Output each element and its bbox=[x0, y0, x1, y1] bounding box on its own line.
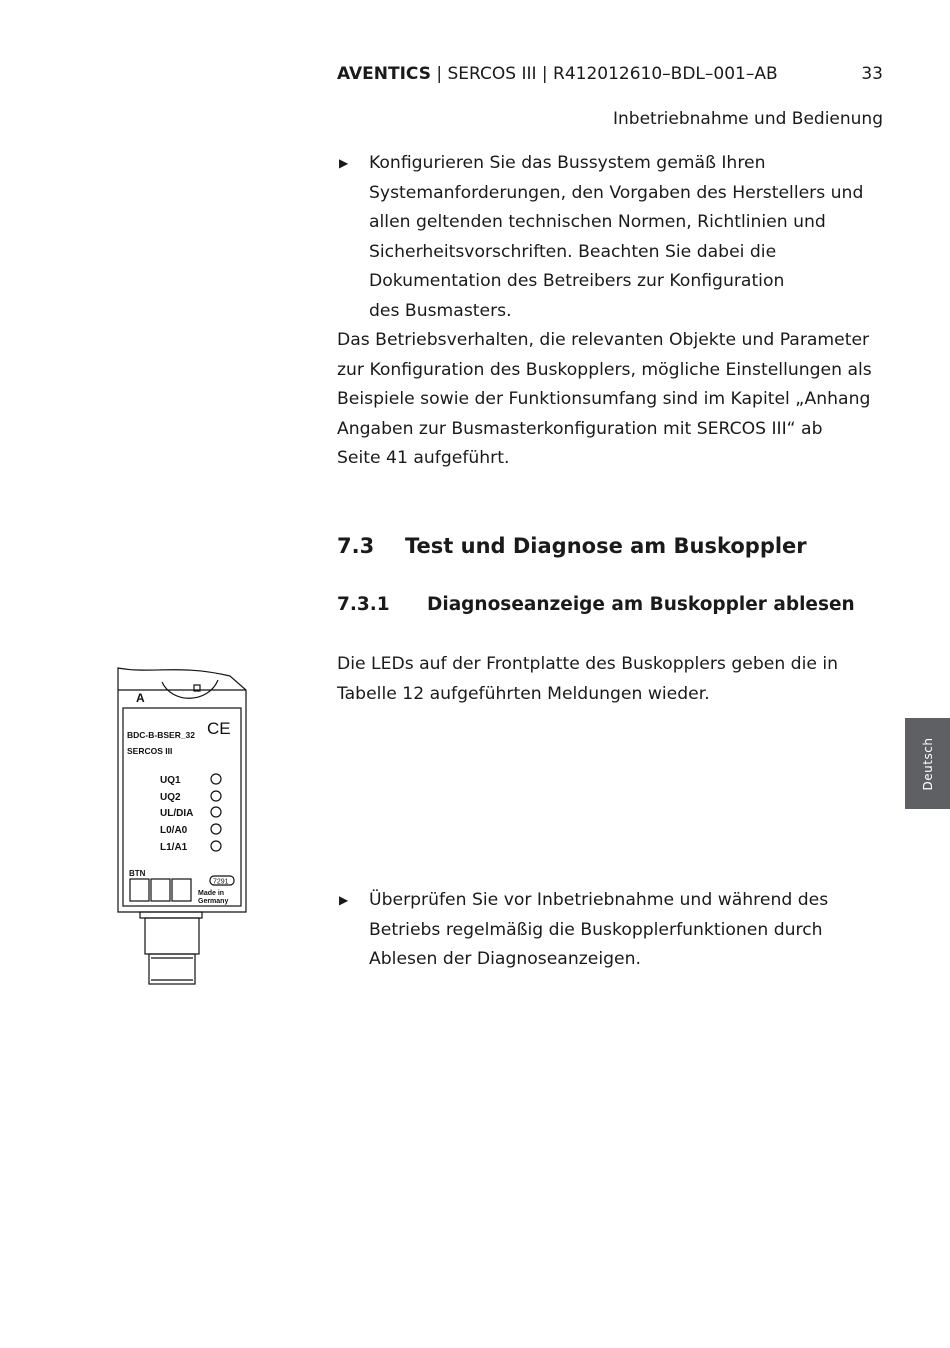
text-line: zur Konfiguration des Buskopplers, mögliche Einstellungen als bbox=[337, 359, 872, 380]
text-line: Ablesen der Diagnoseanzeigen. bbox=[369, 949, 641, 969]
subsection-heading-7-3-1 bbox=[337, 594, 855, 615]
led-label: L0/A0 bbox=[160, 825, 188, 836]
connector-collar bbox=[140, 912, 202, 918]
text-line: Betriebs regelmäßig die Buskopplerfunktionen durch bbox=[369, 919, 823, 940]
text-line: Beispiele sowie der Funktionsumfang sind im Kapitel „Anhang bbox=[337, 389, 871, 409]
led-indicator bbox=[211, 791, 221, 801]
document-info: | SERCOS III | R412012610–BDL–001–AB bbox=[430, 64, 778, 84]
intro-bullet bbox=[337, 149, 929, 326]
running-header bbox=[337, 62, 883, 86]
led-indicator bbox=[211, 824, 221, 834]
button-slot bbox=[151, 879, 170, 901]
button-slot bbox=[172, 879, 191, 901]
led-indicator bbox=[211, 841, 221, 851]
btn-label: BTN bbox=[129, 869, 146, 878]
text-line: Systemanforderungen, den Vorgaben des Herstellers und bbox=[369, 182, 864, 203]
section-title: Test und Diagnose am Buskoppler bbox=[405, 534, 807, 558]
led-label: UQ1 bbox=[160, 775, 181, 786]
text-line: Angaben zur Busmasterkonfiguration mit SERCOS III“ ab bbox=[337, 418, 823, 439]
led-indicator bbox=[211, 774, 221, 784]
bullet-marker: ▶ bbox=[339, 893, 349, 907]
language-tab bbox=[905, 718, 950, 809]
button-slot bbox=[130, 879, 149, 901]
subsection-number: 7.3.1 bbox=[337, 594, 390, 615]
text-line: Die LEDs auf der Frontplatte des Buskopplers geben die in bbox=[337, 654, 839, 674]
section-heading-7-3 bbox=[337, 534, 807, 558]
bus-coupler-illustration bbox=[110, 660, 255, 995]
corner-label: A bbox=[136, 691, 145, 705]
intro-paragraph bbox=[337, 326, 897, 474]
diag-bullet bbox=[337, 886, 929, 975]
housing-notch bbox=[162, 680, 218, 698]
text-line: allen geltenden technischen Normen, Richtlinien und bbox=[369, 212, 826, 232]
device-model: BDC-B-BSER_32 bbox=[127, 730, 196, 740]
text-line: Seite 41 aufgeführt. bbox=[337, 448, 510, 468]
text-line: Sicherheitsvorschriften. Beachten Sie dabei die bbox=[369, 241, 777, 262]
device-protocol: SERCOS III bbox=[127, 746, 173, 756]
badge-label: 7291 bbox=[213, 878, 229, 886]
ce-mark: CE bbox=[207, 719, 231, 738]
page-number: 33 bbox=[861, 64, 883, 84]
section-header: Inbetriebnahme und Bedienung bbox=[612, 109, 883, 129]
text-line: Das Betriebsverhalten, die relevanten Objekte und Parameter bbox=[337, 330, 870, 350]
text-line: des Busmasters. bbox=[369, 300, 512, 321]
led-label: UQ2 bbox=[160, 792, 181, 803]
subsection-title: Diagnoseanzeige am Buskoppler ablesen bbox=[427, 594, 855, 615]
led-label: L1/A1 bbox=[160, 842, 188, 853]
diag-paragraph bbox=[337, 650, 897, 709]
brand-name: AVENTICS bbox=[337, 64, 431, 84]
bullet-marker: ▶ bbox=[339, 156, 349, 170]
led-indicator bbox=[211, 807, 221, 817]
text-line: Konfigurieren Sie das Bussystem gemäß Ihren bbox=[369, 153, 766, 173]
text-line: Tabelle 12 aufgeführten Meldungen wieder. bbox=[337, 683, 710, 704]
made-in-line-1: Made in bbox=[198, 890, 225, 897]
led-label: UL/DIA bbox=[160, 808, 194, 819]
connector-body bbox=[145, 918, 199, 954]
language-tab-label: Deutsch bbox=[920, 737, 935, 790]
text-line: Dokumentation des Betreibers zur Konfiguration bbox=[369, 271, 785, 291]
section-number: 7.3 bbox=[337, 534, 375, 558]
text-line: Überprüfen Sie vor Inbetriebnahme und während des bbox=[369, 890, 829, 910]
made-in-line-2: Germany bbox=[198, 898, 229, 905]
